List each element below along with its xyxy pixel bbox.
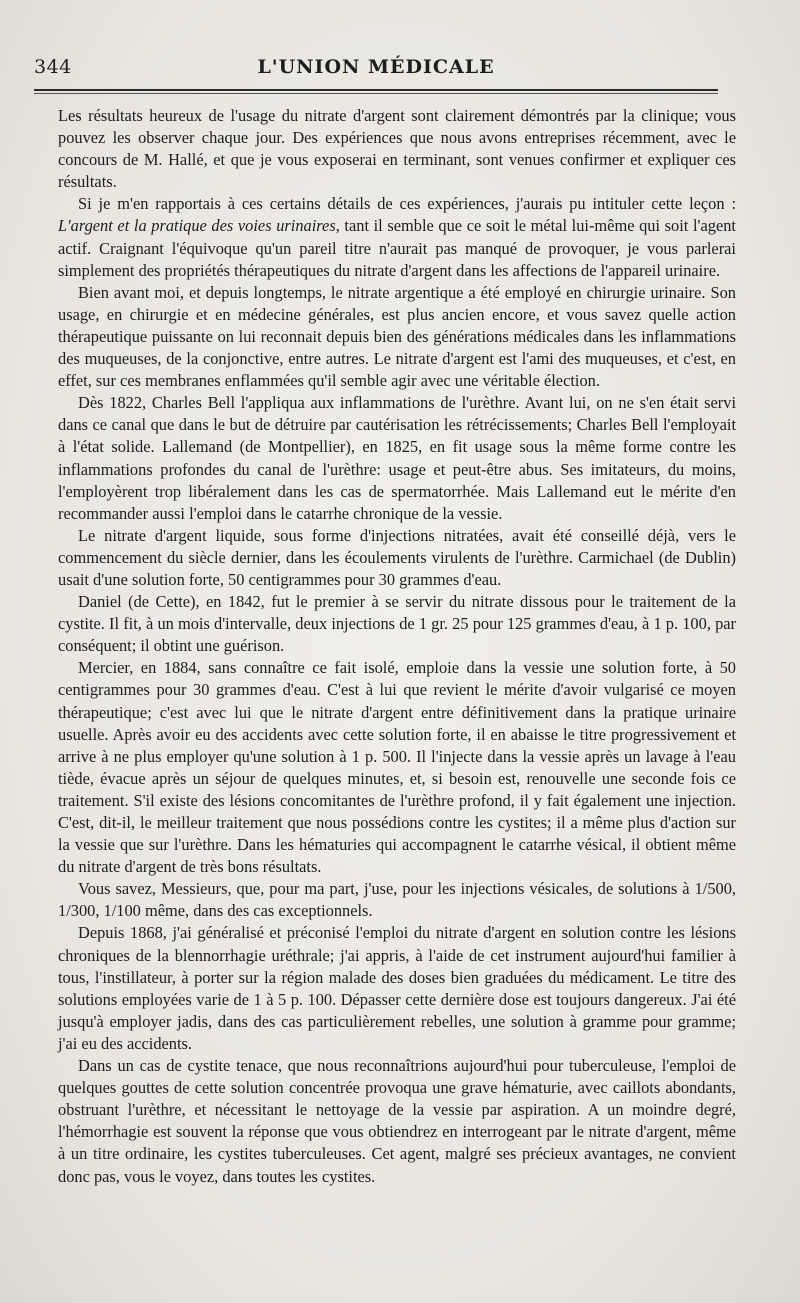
paragraph-2-end: , tant il semble que ce soit le métal lui-même qui soit l'agent actif. Craignant l'équivoque qu'un pareil titre n'aurait pas manqué de provoquer, je vous parlerai simplement des propriétés thérapeutiques du nitrate d'argent dans les affections de l'appareil urinaire. xyxy=(58,216,736,280)
paragraph-5: Le nitrate d'argent liquide, sous forme d'injections nitratées, avait été conseillé déjà, vers le commencement du siècle dernier, dans les écoulements virulents de l'urèthre. Carmichael (de Dublin) usait d'une solution forte, 50 centigrammes pour 30 grammes d'eau. xyxy=(58,525,736,589)
paragraph-3: Bien avant moi, et depuis longtemps, le nitrate argentique a été employé en chirurgie urinaire. Son usage, en chirurgie et en médecine générales, est plus ancien encore, et vous savez quelle action thérapeutique puissante on lui reconnait depuis bien des générations médicales dans les inflammations des muqueuses, de la conjonctive, entre autres. Le nitrate d'argent est l'ami des muqueuses, et c'est, en effet, sur ces membranes enflammées qu'il semble agir avec une véritable élection. xyxy=(58,282,736,391)
header-rule xyxy=(34,89,718,91)
paragraph-2-italic-title: L'argent et la pratique des voies urinaires xyxy=(58,216,336,236)
header-rule-thin xyxy=(34,93,718,94)
paragraph-2 xyxy=(58,193,736,281)
article-body xyxy=(58,105,736,1188)
paragraph-7: Mercier, en 1884, sans connaître ce fait isolé, emploie dans la vessie une solution forte, à 50 centigrammes pour 30 grammes d'eau. C'est à lui que revient le mérite d'avoir vulgarisé ce moyen thérapeutique; c'est avec lui que le nitrate d'argent entre définitivement dans la pratique urinaire usuelle. Après avoir eu des accidents avec cette solution forte, il en abaisse le titre progressivement et arrive à ne plus employer qu'une solution à 1 p. 500. Il l'injecte dans la vessie après un lavage à l'eau tiède, évacue après un séjour de quelques minutes, et, si besoin est, renouvelle une seconde fois ce traitement. S'il existe des lésions concomitantes de l'urèthre profond, il y fait également une injection. C'est, dit-il, le meilleur traitement que nous possédions contre les cystites; il a même plus d'action sur la vessie que sur l'urèthre. Dans les hématuries qui accompagnent le catarrhe vésical, il obtient même du nitrate d'argent de très bons résultats. xyxy=(58,658,736,877)
journal-title: L'UNION MÉDICALE xyxy=(257,56,495,78)
paragraph-10: Dans un cas de cystite tenace, que nous reconnaîtrions aujourd'hui pour tuberculeuse, l'emploi de quelques gouttes de cette solution concentrée provoqua une grave hématurie, avec caillots abondants, obstruant l'urèthre, et nécessitant le nettoyage de la vessie par aspiration. A un moindre degré, l'hémorrhagie est souvent la réponse que vous obtiendrez en interrogeant par le nitrate d'argent, même à un titre ordinaire, les cystites tuberculeuses. Cet agent, malgré ses précieux avantages, ne convient donc pas, vous le voyez, dans toutes les cystites. xyxy=(58,1056,736,1186)
page-header xyxy=(34,56,718,86)
paragraph-4: Dès 1822, Charles Bell l'appliqua aux inflammations de l'urèthre. Avant lui, on ne s'en était servi dans ce canal que dans le but de détruire par cautérisation les rétrécissements; Charles Bell l'employait à l'état solide. Lallemand (de Montpellier), en 1825, en fit usage sous la même forme contre les inflammations profondes du canal de l'urèthre: usage et peut-être abus. Ses imitateurs, du moins, l'employèrent trop libéralement dans les cas de spermatorrhée. Mais Lallemand eut le mérite d'en recommander aussi l'emploi dans le catarrhe chronique de la vessie. xyxy=(58,393,736,523)
paragraph-9: Depuis 1868, j'ai généralisé et préconisé l'emploi du nitrate d'argent en solution contre les lésions chroniques de la blennorrhagie uréthrale; j'ai appris, à l'aide de cet instrument aujourd'hui familier à tous, l'instillateur, à porter sur la région malade des doses bien graduées du médicament. Le titre des solutions employées varie de 1 à 5 p. 100. Dépasser cette dernière dose est toujours dangereux. J'ai été jusqu'à employer jadis, dans des cas particulièrement rebelles, une solution à gramme pour gramme; j'ai eu des accidents. xyxy=(58,923,736,1053)
page-number: 344 xyxy=(34,56,72,78)
paragraph-8: Vous savez, Messieurs, que, pour ma part, j'use, pour les injections vésicales, de solutions à 1/500, 1/300, 1/100 même, dans des cas exceptionnels. xyxy=(58,879,736,921)
paragraph-6: Daniel (de Cette), en 1842, fut le premier à se servir du nitrate dissous pour le traitement de la cystite. Il fit, à un mois d'intervalle, deux injections de 1 gr. 25 pour 125 grammes d'eau, à 1 p. 100, par conséquent; il obtint une guérison. xyxy=(58,592,736,656)
paragraph-1: Les résultats heureux de l'usage du nitrate d'argent sont clairement démontrés par la clinique; vous pouvez les observer chaque jour. Des expériences que nous avons entreprises récemment, avec le concours de M. Hallé, et que je vous exposerai en terminant, sont venues confirmer et expliquer ces résultats. xyxy=(58,106,736,192)
paragraph-2-start: Si je m'en rapportais à ces certains détails de ces expériences, j'aurais pu intituler cette leçon : xyxy=(78,194,736,214)
